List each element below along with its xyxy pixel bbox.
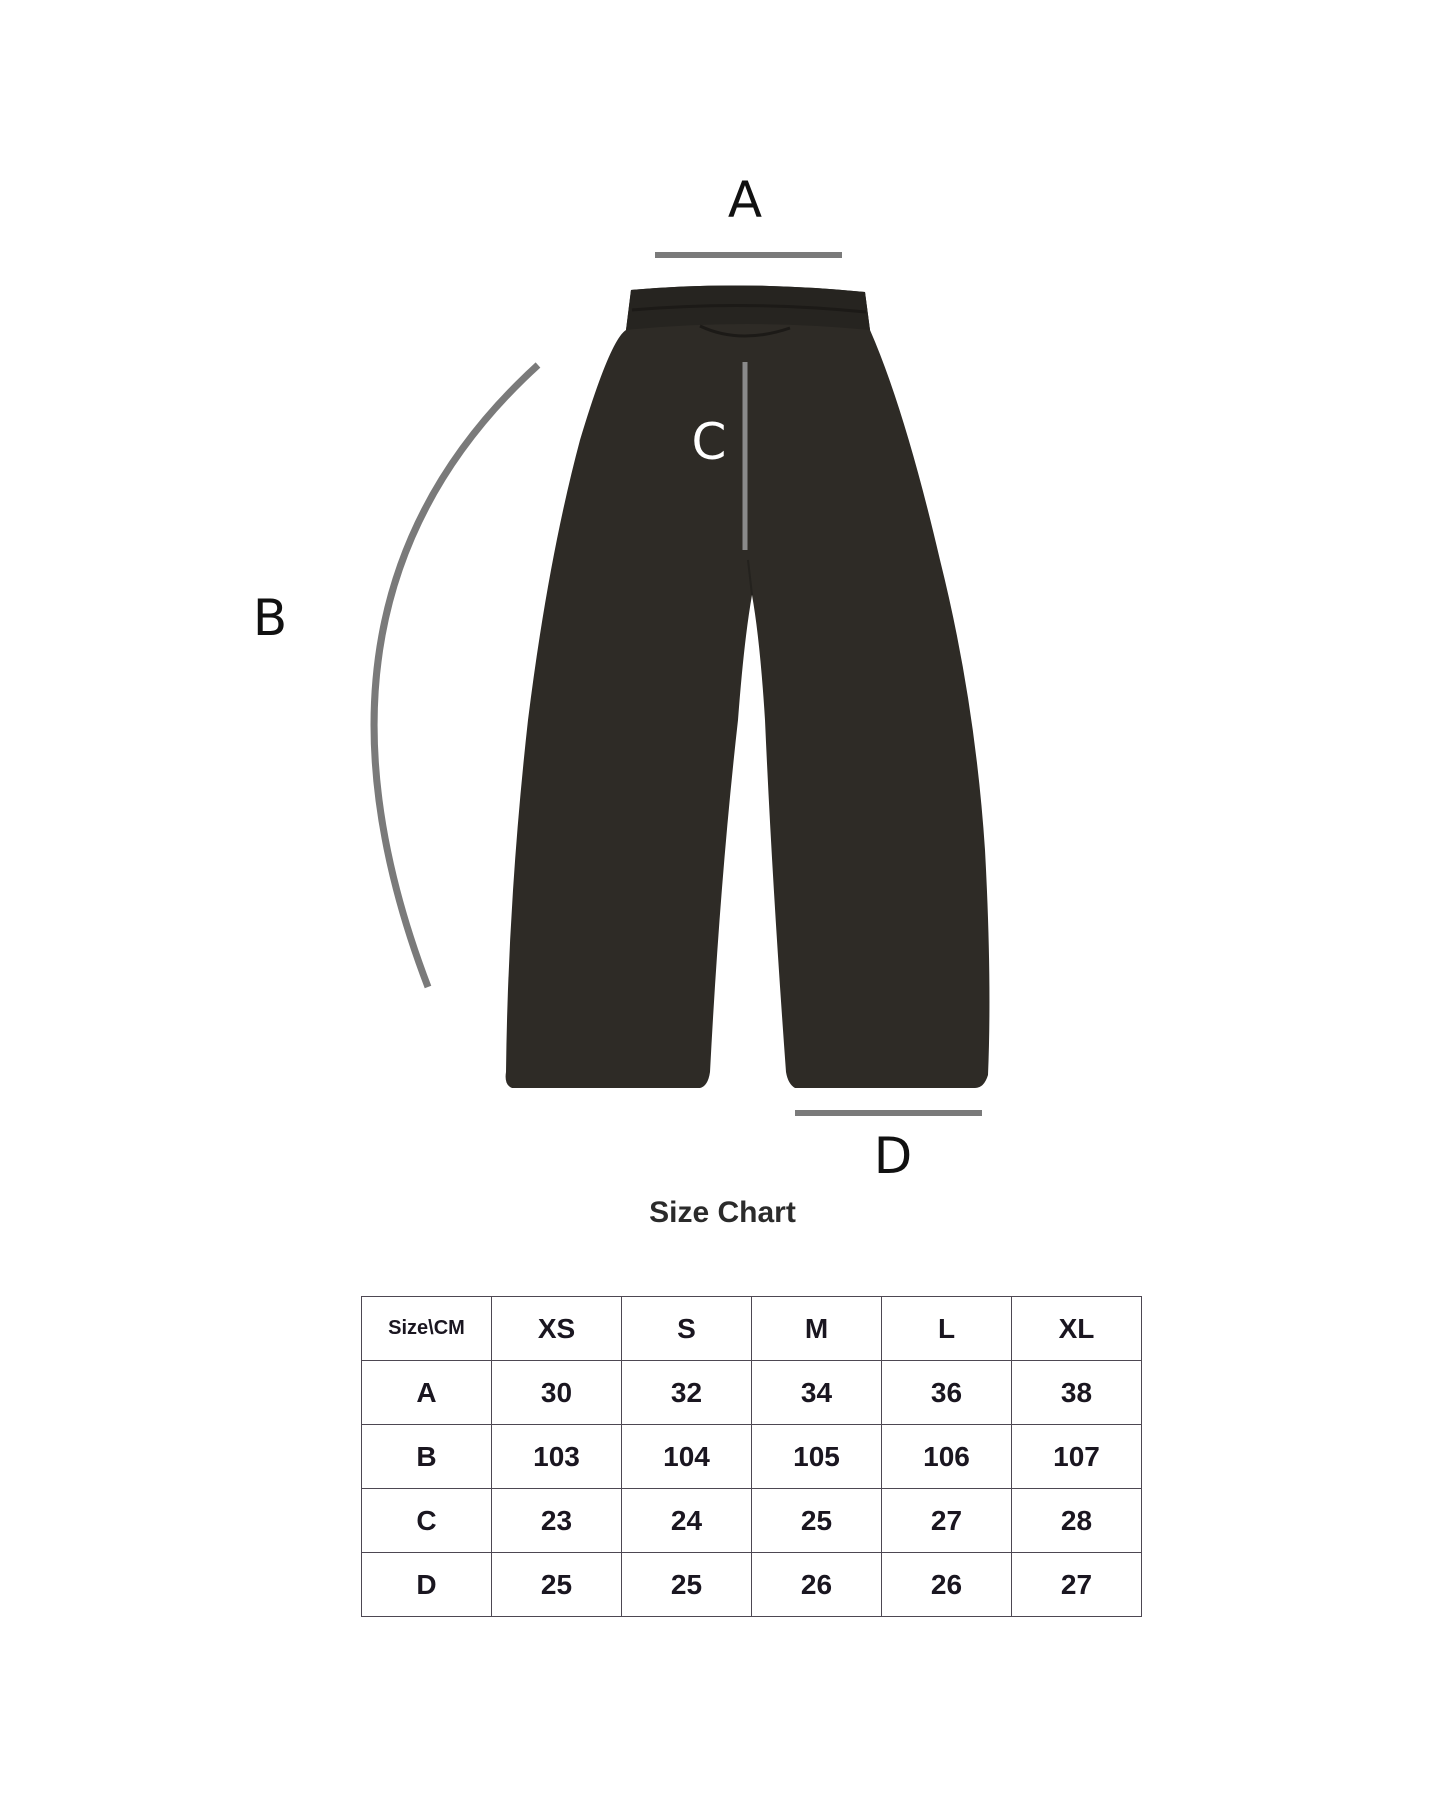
table-cell: 32: [622, 1361, 752, 1425]
table-cell: 25: [622, 1553, 752, 1617]
dimension-label-c: C: [691, 413, 727, 471]
table-corner-cell: Size\CM: [362, 1297, 492, 1361]
table-cell: 26: [882, 1553, 1012, 1617]
table-cell: 106: [882, 1425, 1012, 1489]
table-row-label: A: [362, 1361, 492, 1425]
table-cell: 30: [492, 1361, 622, 1425]
table-header-cell: S: [622, 1297, 752, 1361]
table-cell: 27: [1012, 1553, 1142, 1617]
table-header-cell: L: [882, 1297, 1012, 1361]
size-chart-title: Size Chart: [649, 1196, 796, 1229]
table-cell: 38: [1012, 1361, 1142, 1425]
table-cell: 28: [1012, 1489, 1142, 1553]
table-header-cell: M: [752, 1297, 882, 1361]
table-cell: 36: [882, 1361, 1012, 1425]
table-row-label: D: [362, 1553, 492, 1617]
table-row: [362, 1553, 1142, 1617]
table-header-row: [362, 1297, 1142, 1361]
table-cell: 25: [492, 1553, 622, 1617]
table-row: [362, 1361, 1142, 1425]
table-cell: 104: [622, 1425, 752, 1489]
table-header-cell: XL: [1012, 1297, 1142, 1361]
dimension-label-a: A: [727, 171, 763, 229]
table-cell: 26: [752, 1553, 882, 1617]
size-chart-table: [361, 1296, 1142, 1617]
table-header-cell: XS: [492, 1297, 622, 1361]
table-cell: 25: [752, 1489, 882, 1553]
table-cell: 34: [752, 1361, 882, 1425]
table-row-label: B: [362, 1425, 492, 1489]
dimension-label-b: B: [252, 589, 288, 647]
table-cell: 103: [492, 1425, 622, 1489]
table-cell: 27: [882, 1489, 1012, 1553]
table-row: [362, 1425, 1142, 1489]
table-cell: 23: [492, 1489, 622, 1553]
table-cell: 105: [752, 1425, 882, 1489]
table-cell: 107: [1012, 1425, 1142, 1489]
dimension-label-d: D: [873, 1127, 913, 1185]
table-row: [362, 1489, 1142, 1553]
table-cell: 24: [622, 1489, 752, 1553]
table-row-label: C: [362, 1489, 492, 1553]
pants-body: [506, 285, 990, 1088]
